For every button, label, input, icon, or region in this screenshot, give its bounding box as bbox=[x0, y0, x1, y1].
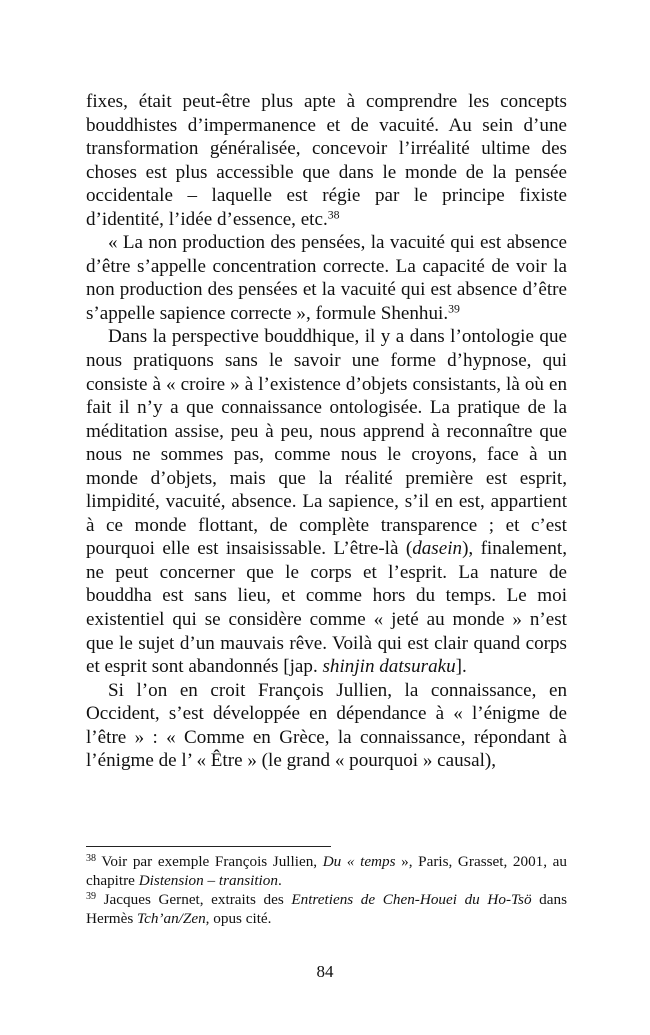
footnote-ref-39[interactable]: 39 bbox=[448, 301, 460, 316]
paragraph-2 bbox=[86, 231, 567, 325]
footnote-text: , opus cité. bbox=[205, 909, 272, 927]
paragraph-3-text-c: ]. bbox=[455, 656, 467, 678]
footnote-chapter: Distension – transition bbox=[138, 871, 278, 889]
paragraph-1 bbox=[86, 90, 567, 231]
italic-dasein: dasein bbox=[412, 538, 463, 560]
footnote-text: Jacques Gernet, extraits des bbox=[96, 890, 292, 908]
italic-shinjin-datsuraku: shinjin datsuraku bbox=[322, 656, 456, 678]
footnote-38 bbox=[86, 853, 567, 891]
footnote-text: Voir par exemple François Jullien, bbox=[96, 853, 323, 870]
paragraph-1-text: fixes, était peut-être plus apte à comprendre les concepts bouddhistes d’impermanence et de vacuité. Au sein d’une transformation généralisée, concevoir l’irréalité ultime des choses est plus accessible que dans le monde de la pensée occidentale – laquelle est régie par le principe fixiste d’identité, l’idée d’essence, etc. bbox=[86, 91, 567, 230]
footnote-title: Du « temps bbox=[322, 853, 396, 870]
paragraph-3 bbox=[86, 325, 567, 678]
footnote-number: 38 bbox=[86, 852, 97, 864]
footnote-number: 39 bbox=[86, 890, 97, 902]
footnote-title: Tch’an/Zen bbox=[137, 909, 206, 927]
paragraph-4 bbox=[86, 679, 567, 773]
footnote-separator bbox=[86, 846, 331, 847]
paragraph-3-text-a: Dans la perspective bouddhique, il y a dans l’ontologie que nous pratiquons sans le savoir une forme d’hypnose, qui consiste à « croire » à l’existence d’objets consistants, là où en fait il n’y a que connaissance ontologisée. La pratique de la méditation assise, peu à peu, nous apprend à reconnaître que nous ne sommes pas, comme nous le croyons, face à un monde d’objets, mais que la réalité première est esprit, limpidité, vacuité, absence. La sapience, s’il en est, appartient à ce monde flottant, de complète transparence ; et c’est pourquoi elle est insaisissable. L’être-là ( bbox=[86, 326, 567, 560]
footnotes bbox=[86, 853, 567, 929]
body-text bbox=[86, 90, 567, 773]
footnote-39 bbox=[86, 891, 567, 929]
footnote-title: Entretiens de Chen-Houei du Ho-Tsö bbox=[291, 890, 532, 908]
paragraph-4-text: Si l’on en croit François Jullien, la connaissance, en Occident, s’est développée en dépendance à « l’énigme de l’être » : « Comme en Grèce, la connaissance, répondant à l’énigme de l’ « Être » (le grand « pourquoi » causal), bbox=[86, 679, 567, 772]
paragraph-2-text: « La non production des pensées, la vacuité qui est absence d’être s’appelle concentration correcte. La capacité de voir la non production des pensées et la vacuité qui est absence d’être s’appelle sapience correcte », formule Shenhui. bbox=[86, 232, 567, 324]
footnote-ref-38[interactable]: 38 bbox=[327, 207, 340, 222]
page-number: 84 bbox=[316, 962, 334, 981]
paragraph-3-text-b: ), finalement, ne peut concerner que le corps et l’esprit. La nature de bouddha est sans lieu, et comme hors du temps. Le moi existentiel qui se considère comme « jeté au monde » n’est que le sujet d’un mauvais rêve. Voilà qui est clair quand corps et esprit sont abandonnés [jap. bbox=[86, 538, 567, 678]
footnote-text: dans Hermès bbox=[86, 890, 568, 927]
footnote-text: », Paris, Grasset, 2001, au chapitre bbox=[86, 853, 567, 889]
footnote-text: . bbox=[277, 871, 282, 889]
